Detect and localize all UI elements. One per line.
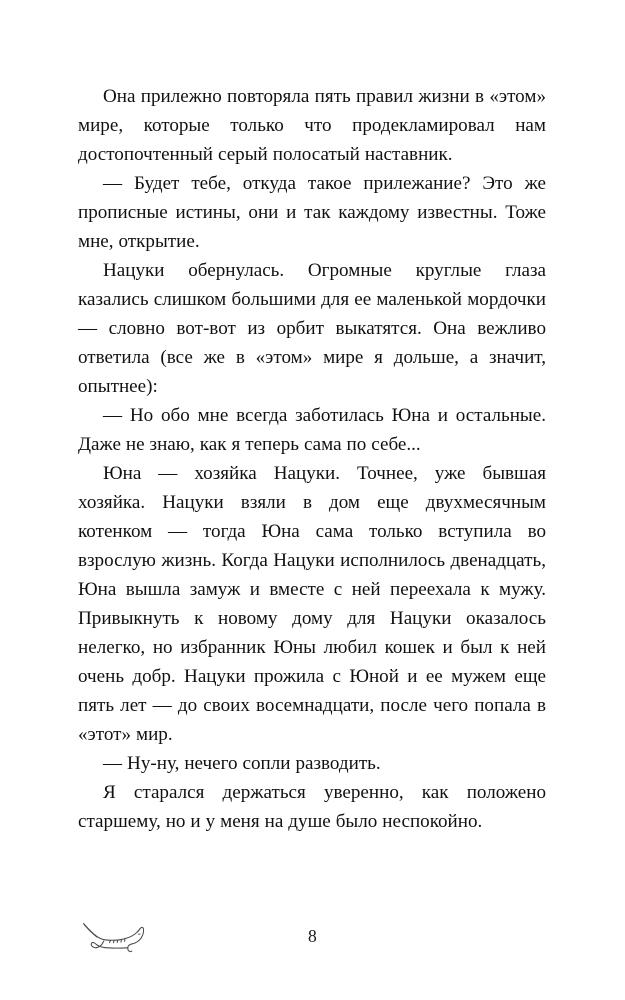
paragraph: — Ну-ну, нечего сопли разводить. [103, 753, 381, 774]
page-number: 8 [307, 926, 318, 946]
page-footer [0, 912, 625, 972]
paragraph: — Будет тебе, откуда такое прилежание? Это же прописные истины, они и так каждому известны. Тоже мне, открытие. [78, 173, 546, 252]
paragraph: Я старался держаться уверенно, как положено старшему, но и у меня на душе было неспокойно. [78, 782, 546, 832]
paragraph: Нацуки обернулась. Огромные круглые глаза казались слишком большими для ее маленькой мордочки — словно вот-вот из орбит выкатятся. Она вежливо ответила (все же в «этом» мире я дольше, а значит, опытнее): [78, 260, 546, 397]
paragraph: Она прилежно повторяла пять правил жизни в «этом» мире, которые только что продекламировал нам достопочтенный серый полосатый наставник. [78, 86, 546, 165]
paragraph: — Но обо мне всегда заботилась Юна и остальные. Даже не знаю, как я теперь сама по себе... [78, 405, 546, 455]
page-text-body [78, 82, 546, 836]
paragraph: Юна — хозяйка Нацуки. Точнее, уже бывшая хозяйка. Нацуки взяли в дом еще двухмесячным котенком — тогда Юна сама только вступила во взрослую жизнь. Когда Нацуки исполнилось двенадцать, Юна вышла замуж и вместе с ней переехала к мужу. Привыкнуть к новому дому для Нацуки оказалось нелегко, но избранник Юны любил кошек и был к ней очень добр. Нацуки прожила с Юной и ее мужем еще пять лет — до своих восемнадцати, после чего попала в «этот» мир. [78, 463, 546, 745]
